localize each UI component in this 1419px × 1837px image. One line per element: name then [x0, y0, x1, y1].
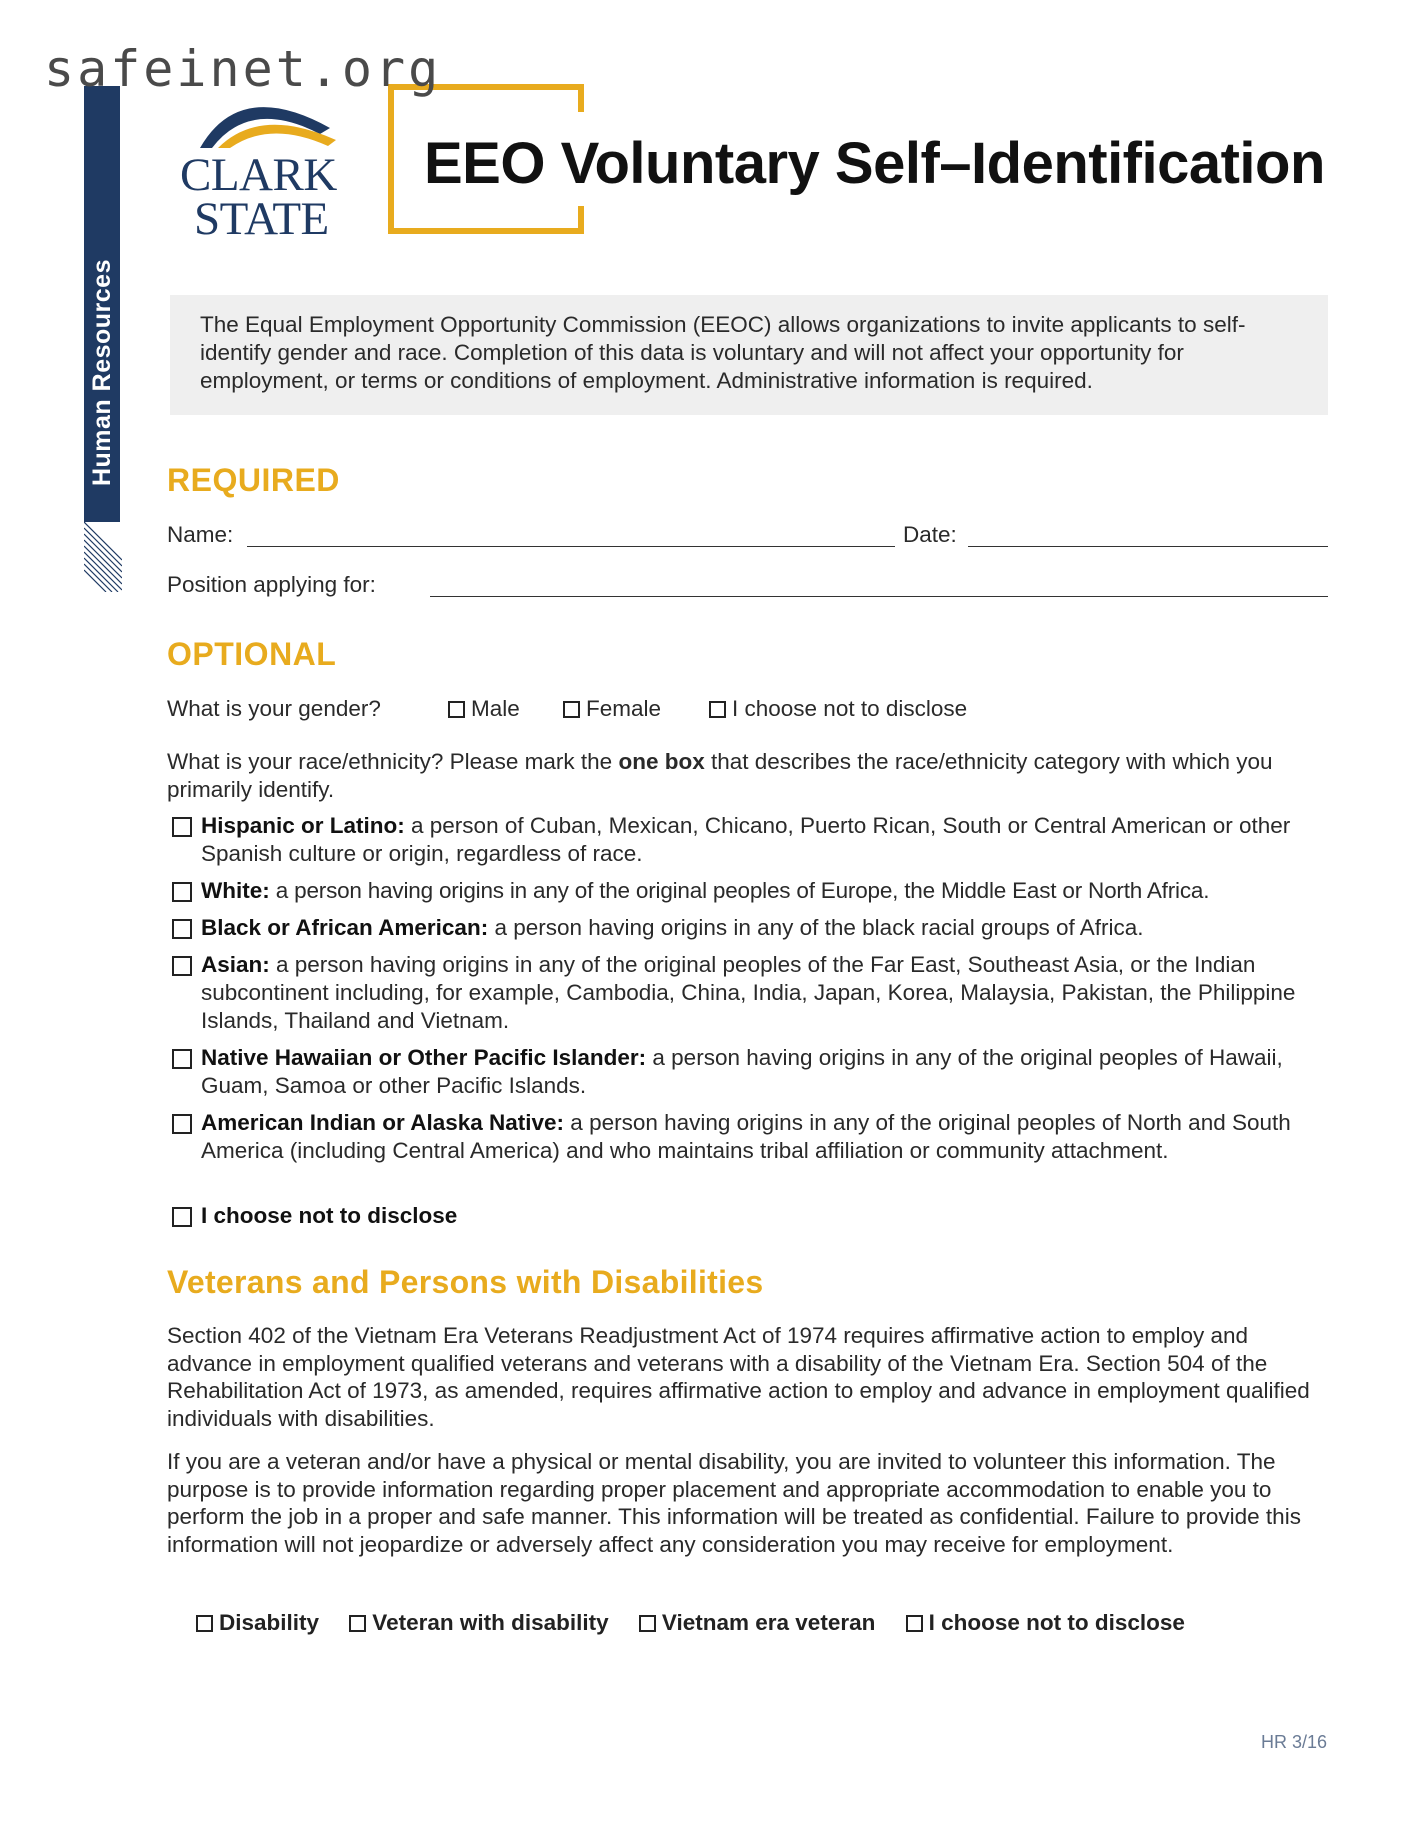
checkbox-pacific-islander[interactable] — [172, 1049, 192, 1069]
sidebar-label: Human Resources — [87, 258, 116, 486]
checkbox-disability[interactable] — [196, 1615, 213, 1632]
date-field[interactable] — [968, 546, 1328, 547]
race-option-white[interactable] — [168, 877, 1328, 905]
race-option-label: I choose not to disclose — [201, 1203, 458, 1228]
gender-option-label: I choose not to disclose — [732, 696, 968, 721]
race-option-label: Hispanic or Latino: — [201, 813, 405, 838]
race-option-pacific-islander[interactable] — [168, 1044, 1328, 1100]
race-option-asian[interactable] — [168, 951, 1328, 1035]
race-question-pre: What is your race/ethnicity? Please mark the — [167, 749, 619, 774]
watermark: safeinet.org — [44, 40, 442, 98]
checkbox-female[interactable] — [563, 701, 580, 718]
veterans-options — [196, 1610, 1209, 1636]
logo-word-state: STATE — [194, 193, 329, 245]
checkbox-veteran-not-disclose[interactable] — [906, 1615, 923, 1632]
race-option-black[interactable] — [168, 914, 1328, 942]
intro-box: The Equal Employment Opportunity Commission (EEOC) allows organizations to invite applicants to self-identify gender and race. Completion of this data is voluntary and will not affect your opportunity for employment, or terms or conditions of employment. Administrative information is required. — [170, 295, 1328, 415]
gender-option-label: Male — [471, 696, 520, 721]
race-option-label: Black or African American: — [201, 915, 489, 940]
page-title: EEO Voluntary Self–Identification — [424, 131, 1325, 196]
veterans-heading: Veterans and Persons with Disabilities — [167, 1264, 764, 1300]
name-label: Name: — [167, 522, 234, 547]
race-option-label: American Indian or Alaska Native: — [201, 1110, 565, 1135]
checkbox-vietnam-era[interactable] — [639, 1615, 656, 1632]
optional-heading: OPTIONAL — [167, 636, 337, 672]
race-option-desc: a person of Cuban, Mexican, Chicano, Puerto Rican, South or Central American or other Spanish culture or origin, regardless of race. — [201, 813, 1291, 866]
race-option-desc: a person having origins in any of the original peoples of North and South America (including Central America) and who maintains tribal affiliation or community attachment. — [201, 1110, 1291, 1163]
checkbox-veteran-with-disability[interactable] — [349, 1615, 366, 1632]
checkbox-gender-not-disclose[interactable] — [709, 701, 726, 718]
gender-question: What is your gender? — [167, 696, 381, 721]
race-question — [167, 748, 1332, 803]
veteran-option-label: Veteran with disability — [372, 1610, 609, 1635]
logo-word-clark: CLARK — [180, 149, 337, 201]
veteran-option-veteran-with-disability[interactable] — [349, 1610, 608, 1635]
gender-option-female[interactable] — [563, 696, 661, 722]
gender-option-male[interactable] — [448, 696, 520, 722]
race-option-not-disclose[interactable] — [168, 1202, 1328, 1230]
race-option-desc: a person having origins in any of the original peoples of the Far East, Southeast Asia, or the Indian subcontinent including, for example, Cambodia, China, India, Japan, Korea, Malaysia, Pakistan, the Philippine Islands, Thailand and Vietnam. — [201, 952, 1296, 1033]
veteran-option-label: I choose not to disclose — [928, 1610, 1185, 1635]
title-bracket-top — [578, 84, 584, 112]
gender-option-not-disclose[interactable] — [709, 696, 967, 722]
checkbox-race-not-disclose[interactable] — [172, 1207, 192, 1227]
title-bracket-bottom — [578, 206, 584, 234]
sidebar-hatch — [84, 522, 122, 592]
checkbox-asian[interactable] — [172, 956, 192, 976]
checkbox-male[interactable] — [448, 701, 465, 718]
race-question-post: that describes the race/ethnicity category with which you primarily identify. — [167, 749, 1273, 802]
veteran-option-label: Disability — [219, 1610, 320, 1635]
veteran-option-vietnam-era[interactable] — [639, 1610, 875, 1635]
race-option-desc: a person having origins in any of the black racial groups of Africa. — [488, 915, 1144, 940]
veteran-option-disability[interactable] — [196, 1610, 319, 1635]
checkbox-black[interactable] — [172, 919, 192, 939]
required-heading: REQUIRED — [167, 462, 340, 498]
race-option-label: White: — [201, 878, 270, 903]
race-option-label: Native Hawaiian or Other Pacific Islander: — [201, 1045, 647, 1070]
race-option-hispanic[interactable] — [168, 812, 1328, 868]
veteran-option-not-disclose[interactable] — [906, 1610, 1185, 1635]
sidebar-label-wrap — [84, 86, 120, 486]
race-option-american-indian[interactable] — [168, 1109, 1328, 1165]
race-option-label: Asian: — [201, 952, 270, 977]
date-label: Date: — [903, 522, 957, 547]
name-field[interactable] — [247, 546, 895, 547]
veterans-paragraph-2: If you are a veteran and/or have a physical or mental disability, you are invited to volunteer this information. The purpose is to provide information regarding proper placement and appropriate accommodation to enable you to perform the job in a proper and safe manner. This information will be treated as confidential. Failure to provide this information will not jeopardize or adversely affect any consideration you may receive for employment. — [167, 1449, 1301, 1557]
veteran-option-label: Vietnam era veteran — [661, 1610, 876, 1635]
form-code: HR 3/16 — [1260, 1732, 1327, 1752]
position-field[interactable] — [430, 596, 1328, 597]
race-option-desc: a person having origins in any of the original peoples of Europe, the Middle East or North Africa. — [269, 878, 1210, 903]
checkbox-white[interactable] — [172, 882, 192, 902]
race-question-emphasis: one box — [618, 749, 705, 774]
position-label: Position applying for: — [167, 572, 376, 597]
gender-option-label: Female — [586, 696, 662, 721]
veterans-paragraph-1: Section 402 of the Vietnam Era Veterans Readjustment Act of 1974 requires affirmative action to employ and advance in employment qualified veterans and veterans with a disability of the Vietnam Era. Section 504 of the Rehabilitation Act of 1973, as amended, requires affirmative action to employ and advance in employment qualified individuals with disabilities. — [167, 1323, 1310, 1431]
race-option-desc: a person having origins in any of the original peoples of Hawaii, Guam, Samoa or other Pacific Islands. — [201, 1045, 1283, 1098]
checkbox-hispanic[interactable] — [172, 817, 192, 837]
checkbox-american-indian[interactable] — [172, 1114, 192, 1134]
